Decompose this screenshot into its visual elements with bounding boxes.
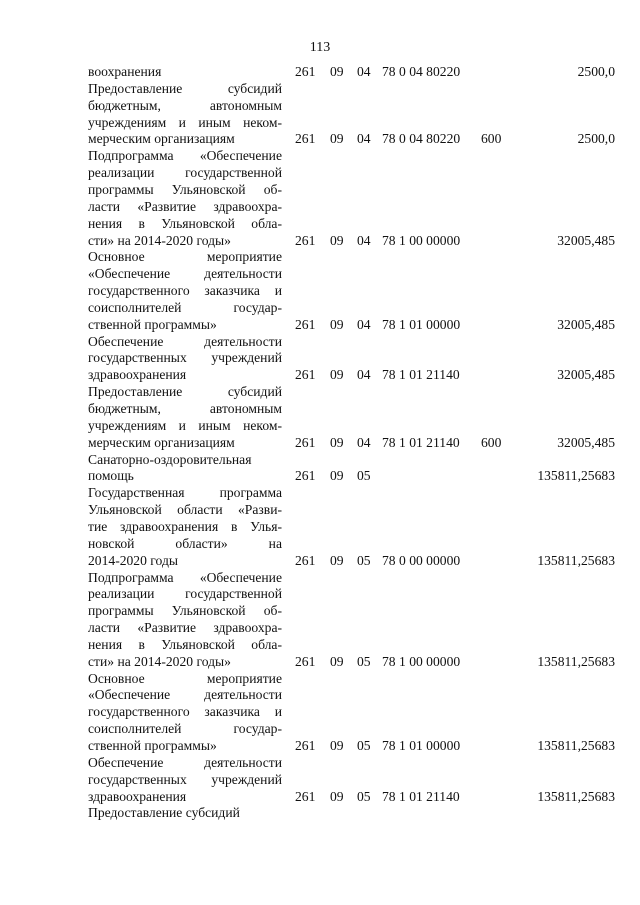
- description-line: Санаторно-оздоровительная: [88, 451, 252, 467]
- description-line: Предоставление субсидий: [88, 80, 282, 96]
- section-code: 09: [330, 552, 344, 568]
- description-line: государственных учреждений: [88, 771, 282, 787]
- department-code: 261: [295, 788, 316, 804]
- expense-type-code: 600: [481, 131, 502, 147]
- section-code: 09: [330, 434, 344, 450]
- description-line: сти» на 2014-2020 годы»: [88, 653, 231, 669]
- department-code: 261: [295, 552, 316, 568]
- section-code: 09: [330, 788, 344, 804]
- target-article-code: 78 1 00 00000: [382, 232, 461, 248]
- description-line: здравоохранения: [88, 788, 187, 804]
- department-code: 261: [295, 737, 316, 753]
- amount: 135811,25683: [537, 788, 615, 804]
- section-code: 09: [330, 653, 344, 669]
- section-code: 09: [330, 232, 344, 248]
- description-line: учреждениям и иным неком-: [88, 417, 282, 433]
- subsection-code: 05: [357, 653, 371, 669]
- subsection-code: 04: [357, 434, 371, 450]
- description-line: Основное мероприятие: [88, 670, 282, 686]
- target-article-code: 78 0 04 80220: [382, 131, 461, 147]
- description-line: Основное мероприятие: [88, 249, 282, 265]
- description-line: Государственная программа: [88, 485, 282, 501]
- department-code: 261: [295, 367, 316, 383]
- section-code: 09: [330, 737, 344, 753]
- amount: 2500,0: [577, 64, 615, 79]
- subsection-code: 04: [357, 131, 371, 147]
- description-line: 2014-2020 годы: [88, 552, 178, 568]
- department-code: 261: [295, 131, 316, 147]
- target-article-code: 78 1 01 21140: [382, 434, 460, 450]
- target-article-code: 78 1 01 21140: [382, 788, 460, 804]
- section-code: 09: [330, 316, 344, 332]
- description-line: Обеспечение деятельности: [88, 333, 282, 349]
- subsection-code: 04: [357, 232, 371, 248]
- description-line: новской области» на: [88, 535, 282, 551]
- description-line: реализации государственной: [88, 586, 282, 602]
- description-line: Обеспечение деятельности: [88, 754, 282, 770]
- description-line: ственной программы»: [88, 737, 217, 753]
- target-article-code: 78 0 04 80220: [382, 64, 461, 79]
- department-code: 261: [295, 653, 316, 669]
- department-code: 261: [295, 434, 316, 450]
- description-line: соисполнителей государ-: [88, 299, 282, 315]
- description-line: ласти «Развитие здравоохра-: [88, 620, 282, 636]
- section-code: 09: [330, 468, 344, 484]
- amount: 135811,25683: [537, 552, 615, 568]
- amount: 32005,485: [557, 316, 615, 332]
- description-line: ласти «Развитие здравоохра-: [88, 198, 282, 214]
- description-line: нения в Ульяновской обла-: [88, 636, 282, 652]
- subsection-code: 04: [357, 316, 371, 332]
- description-line: Подпрограмма «Обеспечение: [88, 569, 282, 585]
- description-line: помощь: [88, 468, 134, 484]
- target-article-code: 78 1 01 00000: [382, 737, 461, 753]
- description-line: реализации государственной: [88, 165, 282, 181]
- description-line: нения в Ульяновской обла-: [88, 215, 282, 231]
- description-line: государственного заказчика и: [88, 283, 282, 299]
- description-line: тие здравоохранения в Улья-: [88, 518, 282, 534]
- description-line: государственных учреждений: [88, 350, 282, 366]
- description-line: программы Ульяновской об-: [88, 603, 282, 619]
- description-line: «Обеспечение деятельности: [88, 266, 282, 282]
- page-number: 113: [309, 40, 331, 55]
- expense-type-code: 600: [481, 434, 502, 450]
- subsection-code: 05: [357, 468, 371, 484]
- subsection-code: 05: [357, 552, 371, 568]
- description-line: «Обеспечение деятельности: [88, 687, 282, 703]
- description-line: учреждениям и иным неком-: [88, 114, 282, 130]
- description-line: Ульяновской области «Разви-: [88, 502, 282, 518]
- amount: 32005,485: [557, 434, 615, 450]
- description-line: воохранения: [88, 64, 162, 79]
- description-line: соисполнителей государ-: [88, 721, 282, 737]
- subsection-code: 04: [357, 367, 371, 383]
- description-line: Предоставление субсидий: [88, 384, 282, 400]
- description-line: Предоставление субсидий: [88, 805, 240, 821]
- amount: 32005,485: [557, 232, 615, 248]
- department-code: 261: [295, 232, 316, 248]
- subsection-code: 04: [357, 64, 371, 79]
- amount: 32005,485: [557, 367, 615, 383]
- department-code: 261: [295, 64, 316, 79]
- description-line: Подпрограмма «Обеспечение: [88, 148, 282, 164]
- amount: 135811,25683: [537, 653, 615, 669]
- target-article-code: 78 1 01 00000: [382, 316, 461, 332]
- description-line: программы Ульяновской об-: [88, 181, 282, 197]
- target-article-code: 78 0 00 00000: [382, 552, 461, 568]
- description-line: мерческим организациям: [88, 434, 235, 450]
- description-line: ственной программы»: [88, 316, 217, 332]
- subsection-code: 05: [357, 737, 371, 753]
- target-article-code: 78 1 01 21140: [382, 367, 460, 383]
- section-code: 09: [330, 131, 344, 147]
- description-line: сти» на 2014-2020 годы»: [88, 232, 231, 248]
- description-line: мерческим организациям: [88, 131, 235, 147]
- description-line: бюджетным, автономным: [88, 97, 282, 113]
- department-code: 261: [295, 316, 316, 332]
- section-code: 09: [330, 367, 344, 383]
- subsection-code: 05: [357, 788, 371, 804]
- amount: 2500,0: [577, 131, 615, 147]
- description-line: бюджетным, автономным: [88, 400, 282, 416]
- description-line: здравоохранения: [88, 367, 187, 383]
- description-line: государственного заказчика и: [88, 704, 282, 720]
- amount: 135811,25683: [537, 468, 615, 484]
- section-code: 09: [330, 64, 344, 79]
- amount: 135811,25683: [537, 737, 615, 753]
- department-code: 261: [295, 468, 316, 484]
- target-article-code: 78 1 00 00000: [382, 653, 461, 669]
